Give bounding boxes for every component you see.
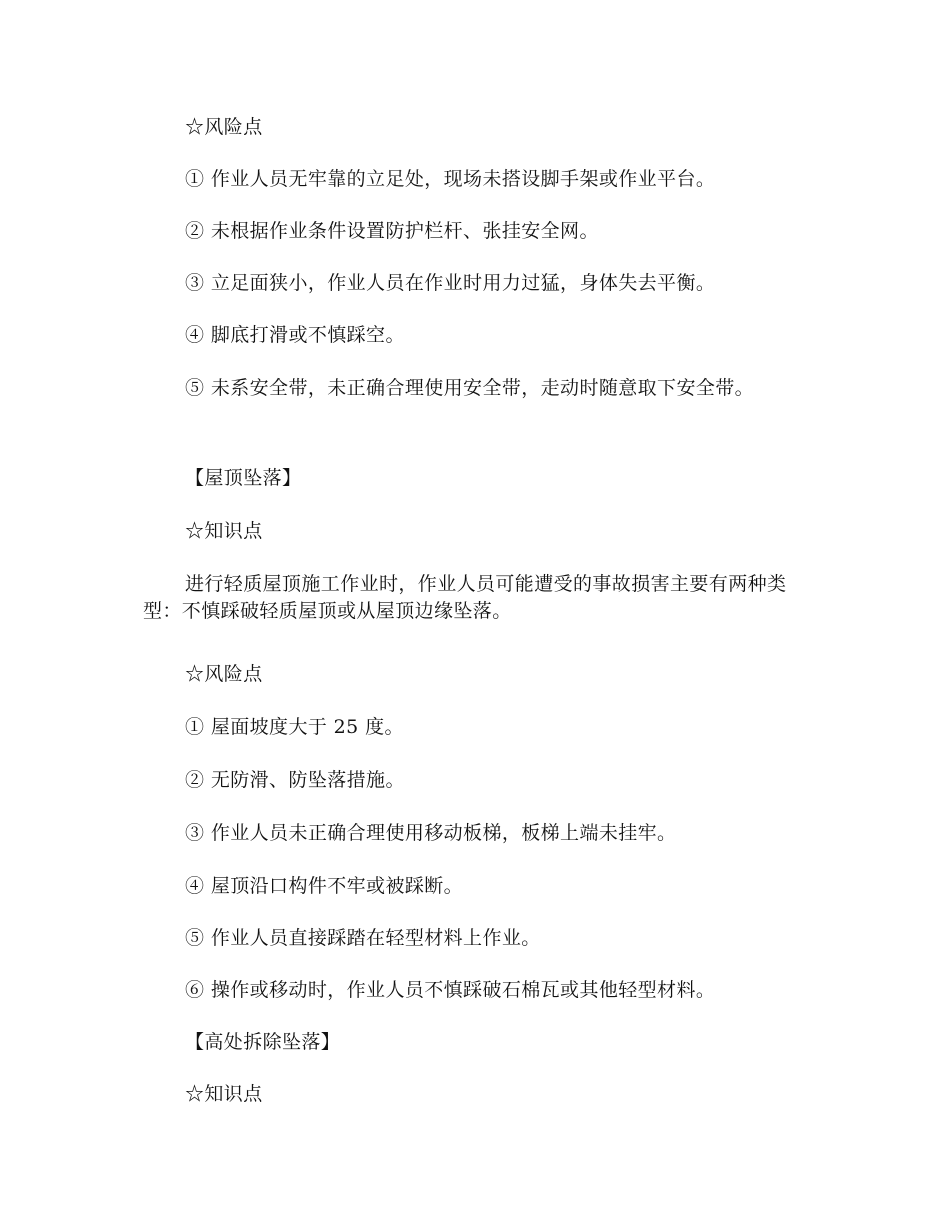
risk-item: ① 屋面坡度大于 25 度。 <box>185 716 404 738</box>
section-title-roof-fall: 【屋顶坠落】 <box>185 467 302 489</box>
knowledge-heading: ☆知识点 <box>185 520 263 542</box>
risk-heading: ☆风险点 <box>185 116 263 138</box>
risk-item: ⑤ 作业人员直接踩踏在轻型材料上作业。 <box>185 927 541 949</box>
risk-item: ② 无防滑、防坠落措施。 <box>185 769 405 791</box>
risk-item: ④ 屋顶沿口构件不牢或被踩断。 <box>185 875 464 897</box>
risk-item: ⑤ 未系安全带，未正确合理使用安全带，走动时随意取下安全带。 <box>185 377 755 399</box>
knowledge-heading: ☆知识点 <box>185 1083 263 1105</box>
risk-item: ③ 作业人员未正确合理使用移动板梯，板梯上端未挂牢。 <box>185 822 677 844</box>
risk-heading: ☆风险点 <box>185 663 263 685</box>
risk-item: ① 作业人员无牢靠的立足处，现场未搭设脚手架或作业平台。 <box>185 168 716 190</box>
risk-item: ③ 立足面狭小，作业人员在作业时用力过猛，身体失去平衡。 <box>185 272 716 294</box>
risk-item: ④ 脚底打滑或不慎踩空。 <box>185 324 405 346</box>
knowledge-paragraph: 进行轻质屋顶施工作业时，作业人员可能遭受的事故损害主要有两种类型：不慎踩破轻质屋顶或从屋顶边缘坠落。 <box>143 573 787 622</box>
section-title-demolition-fall: 【高处拆除坠落】 <box>185 1031 341 1053</box>
risk-item: ⑥ 操作或移动时，作业人员不慎踩破石棉瓦或其他轻型材料。 <box>185 979 716 1001</box>
risk-item: ② 未根据作业条件设置防护栏杆、张挂安全网。 <box>185 220 599 242</box>
